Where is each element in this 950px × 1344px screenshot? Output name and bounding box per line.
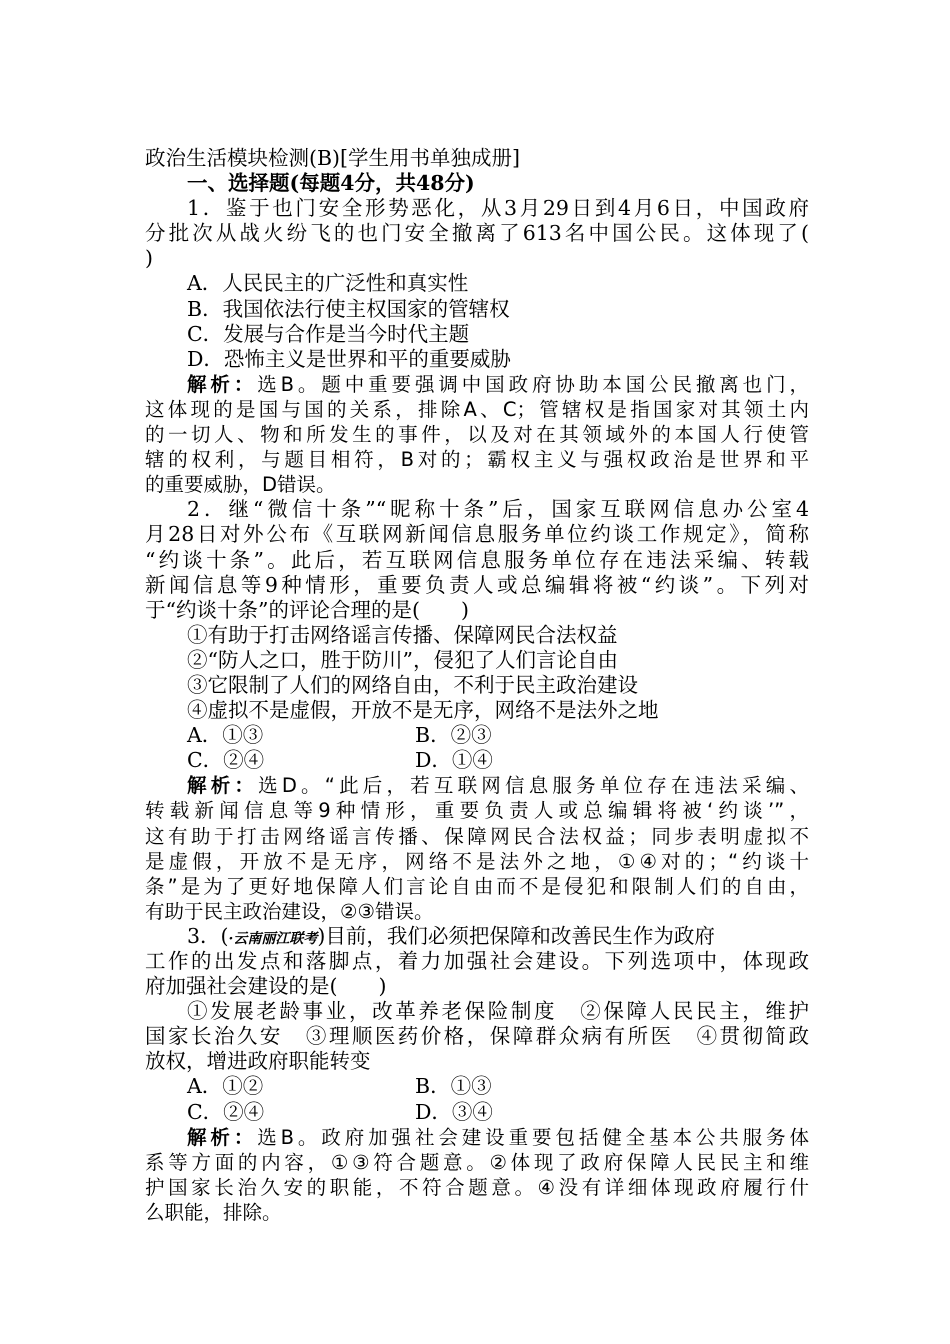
q1-analysis-line: 的重要威胁，D错误。 — [145, 473, 336, 497]
q1-analysis-line: 辖的权利，与题目相符，B对的；霸权主义与强权政治是世界和平 — [145, 448, 809, 472]
q2-options-row — [145, 748, 809, 773]
q2-statement-1: ①有助于打击网络谣言传播、保障网民合法权益 — [187, 622, 618, 647]
q2-statement-2: ②“防人之口，胜于防川”，侵犯了人们言论自由 — [187, 647, 618, 672]
q1-option-c: C．发展与合作是当今时代主题 — [187, 321, 470, 346]
analysis-label: 解析： — [187, 372, 258, 396]
q2-option-b: B．②③ — [415, 723, 492, 748]
q1-analysis-line: 的一切人、物和所发生的事件，以及对在其领域外的本国人行使管 — [145, 423, 809, 447]
q2-stem-line: 新闻信息等9种情形，重要负责人或总编辑将被“约谈”。下列对 — [145, 572, 809, 597]
q3-stem-line: 府加强社会建设的是( ) — [145, 974, 387, 999]
q2-statement-3: ③它限制了人们的网络自由，不利于民主政治建设 — [187, 672, 638, 697]
q1-option-d: D．恐怖主义是世界和平的重要威胁 — [187, 346, 511, 371]
section-title: 一、选择题(每题4分，共48分) — [187, 171, 475, 196]
q1-analysis-line: 这体现的是国与国的关系，排除A、C；管辖权是指国家对其领土内 — [145, 397, 809, 421]
q2-analysis-line: 有助于民主政治建设，②③错误。 — [145, 899, 434, 923]
q2-stem-line: “约谈十条”。此后，若互联网信息服务单位存在违法采编、转载 — [145, 547, 809, 572]
q2-option-c: C．②④ — [187, 748, 265, 773]
q3-analysis-line: 护国家长治久安的职能，不符合题意。④没有详细体现政府履行什 — [145, 1175, 809, 1199]
q1-stem-line: 1．鉴于也门安全形势恶化，从3月29日到4月6日，中国政府 — [187, 196, 809, 221]
document-page — [145, 146, 809, 1225]
q3-stem-line: 工作的出发点和落脚点，着力加强社会建设。下列选项中，体现政 — [145, 949, 809, 973]
q2-option-d: D．①④ — [415, 748, 493, 773]
question-1 — [145, 196, 809, 497]
q1-analysis-line: 解析：选B。题中重要强调中国政府协助本国公民撤离也门， — [187, 372, 809, 396]
q2-analysis-line: 是虚假，开放不是无序，网络不是法外之地，①④对的；“约谈十 — [145, 849, 809, 873]
q2-analysis-line: 这有助于打击网络谣言传播、保障网民合法权益；同步表明虚拟不 — [145, 824, 809, 848]
question-3 — [145, 924, 809, 1225]
q2-analysis-line: 条”是为了更好地保障人们言论自由而不是侵犯和限制人们的自由， — [145, 874, 809, 898]
q1-stem-line: 分批次从战火纷飞的也门安全撤离了613名中国公民。这体现了( — [145, 221, 809, 246]
q3-analysis-line: 系等方面的内容，①③符合题意。②体现了政府保障人民民主和维 — [145, 1150, 809, 1174]
q3-analysis-line: 么职能，排除。 — [145, 1200, 282, 1224]
analysis-label: 解析： — [187, 774, 259, 798]
analysis-label: 解析： — [187, 1125, 258, 1149]
q2-statement-4: ④虚拟不是虚假，开放不是无序，网络不是法外之地 — [187, 698, 659, 723]
q1-option-b: B．我国依法行使主权国家的管辖权 — [187, 296, 510, 321]
q2-analysis-line: 解析：选D。“此后，若互联网信息服务单位存在违法采编、 — [187, 774, 809, 798]
q3-statement-line: 国家长治久安 ③理顺医药价格，保障群众病有所医 ④贯彻简政 — [145, 1024, 809, 1049]
q3-option-b: B．①③ — [415, 1074, 492, 1099]
q3-source: ·云南丽江联考 — [228, 930, 318, 947]
q2-analysis-line: 转载新闻信息等9种情形，重要负责人或总编辑将被‘约谈’”， — [145, 799, 809, 823]
q3-options-row — [145, 1074, 809, 1099]
q2-stem-line: 月28日对外公布《互联网新闻信息服务单位约谈工作规定》，简称 — [145, 522, 809, 547]
q3-analysis-line: 解析：选B。政府加强社会建设重要包括健全基本公共服务体 — [187, 1125, 809, 1149]
q3-options-row — [145, 1100, 809, 1125]
q3-stem-line: 3．(·云南丽江联考)目前，我们必须把保障和改善民生作为政府 — [187, 923, 715, 948]
q1-stem-line: ) — [145, 246, 153, 271]
q3-statement-line: 放权，增进政府职能转变 — [145, 1049, 371, 1074]
q1-option-a: A．人民民主的广泛性和真实性 — [187, 271, 469, 296]
doc-header: 政治生活模块检测(B)[学生用书单独成册] — [145, 146, 521, 170]
q3-option-d: D．③④ — [415, 1099, 493, 1124]
q2-stem-line: 于“约谈十条”的评论合理的是( ) — [145, 597, 469, 622]
q3-statement-line: ①发展老龄事业，改革养老保险制度 ②保障人民民主，维护 — [187, 999, 809, 1024]
q2-options-row — [145, 723, 809, 748]
q2-option-a: A．①③ — [187, 723, 264, 748]
q3-option-a: A．①② — [187, 1074, 264, 1099]
q3-option-c: C．②④ — [187, 1099, 265, 1124]
q2-stem-line: 2．继“微信十条”“昵称十条”后，国家互联网信息办公室4 — [187, 497, 809, 522]
question-2 — [145, 497, 809, 924]
